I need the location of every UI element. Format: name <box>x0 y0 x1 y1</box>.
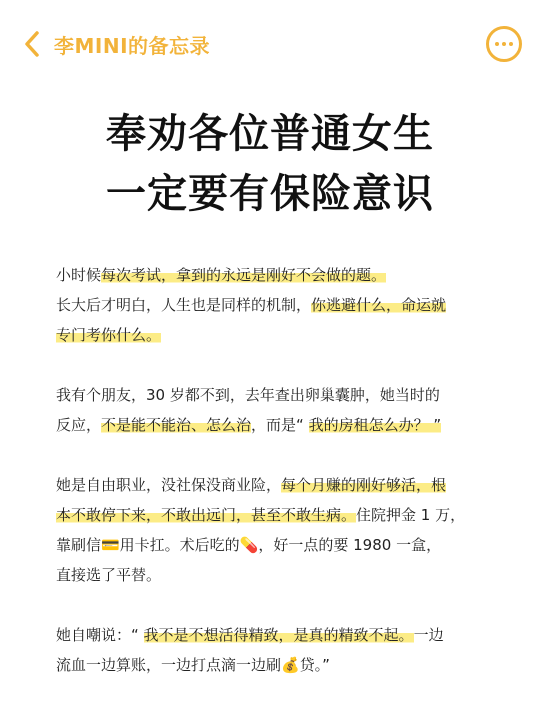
highlighted-text: 不是能不能治、怎么治 <box>101 416 252 434</box>
body-text: ，而是“ <box>251 416 309 434</box>
body-text: 她自嘲说：“ <box>56 626 144 644</box>
body-text: 直接选了平替。 <box>56 566 162 584</box>
app-title: 李MINI的备忘录 <box>54 34 211 58</box>
top-bar <box>0 0 540 84</box>
highlighted-text: 我不是不想活得精致，是真的精致不起。 <box>143 626 414 644</box>
highlighted-text: 每次考试，拿到的永远是刚好不会做的题。 <box>101 266 387 284</box>
back-button[interactable] <box>18 26 46 62</box>
more-dots-icon <box>495 42 513 46</box>
text-line <box>56 650 496 680</box>
highlighted-text: 本不敢停下来，不敢出远门，甚至不敢生病。 <box>56 506 357 524</box>
paragraph-1 <box>56 260 496 350</box>
highlighted-text: 你逃避什么，命运就 <box>311 296 447 314</box>
title-line-1: 奉劝各位普通女生 <box>106 111 434 157</box>
text-line <box>56 560 496 590</box>
text-line <box>56 290 496 320</box>
text-line <box>56 500 496 530</box>
highlighted-text: 专门考你什么。 <box>56 326 162 344</box>
body-text: 靠刷信💳用卡扛。术后吃的💊，好一点的要 1980 一盒， <box>56 536 442 554</box>
body-text: 我有个朋友，30 岁都不到，去年查出卵巢囊肿，她当时的 <box>56 386 440 404</box>
text-line <box>56 530 496 560</box>
body-text: 长大后才明白，人生也是同样的机制， <box>56 296 312 314</box>
text-line <box>56 470 496 500</box>
text-line <box>56 320 496 350</box>
text-line <box>56 260 496 290</box>
more-button[interactable] <box>486 26 522 62</box>
paragraph-2 <box>56 380 496 440</box>
title-line-2: 一定要有保险意识 <box>106 171 434 217</box>
text-line <box>56 410 496 440</box>
text-line <box>56 620 496 650</box>
article-title <box>0 104 540 224</box>
highlighted-text: 每个月赚的刚好够活，根 <box>281 476 447 494</box>
article-body <box>56 260 496 710</box>
paragraph-4 <box>56 620 496 680</box>
text-line <box>56 380 496 410</box>
body-text: 一边 <box>413 626 444 644</box>
paragraph-3 <box>56 470 496 590</box>
body-text: 她是自由职业，没社保没商业险， <box>56 476 282 494</box>
highlighted-text: 我的房租怎么办？ ” <box>308 416 442 434</box>
body-text: 流血一边算账，一边打点滴一边刷💰贷。” <box>56 656 330 674</box>
body-text: 住院押金 1 万， <box>356 506 466 524</box>
chevron-left-icon <box>23 30 41 58</box>
body-text: 反应， <box>56 416 102 434</box>
body-text: 小时候 <box>56 266 102 284</box>
